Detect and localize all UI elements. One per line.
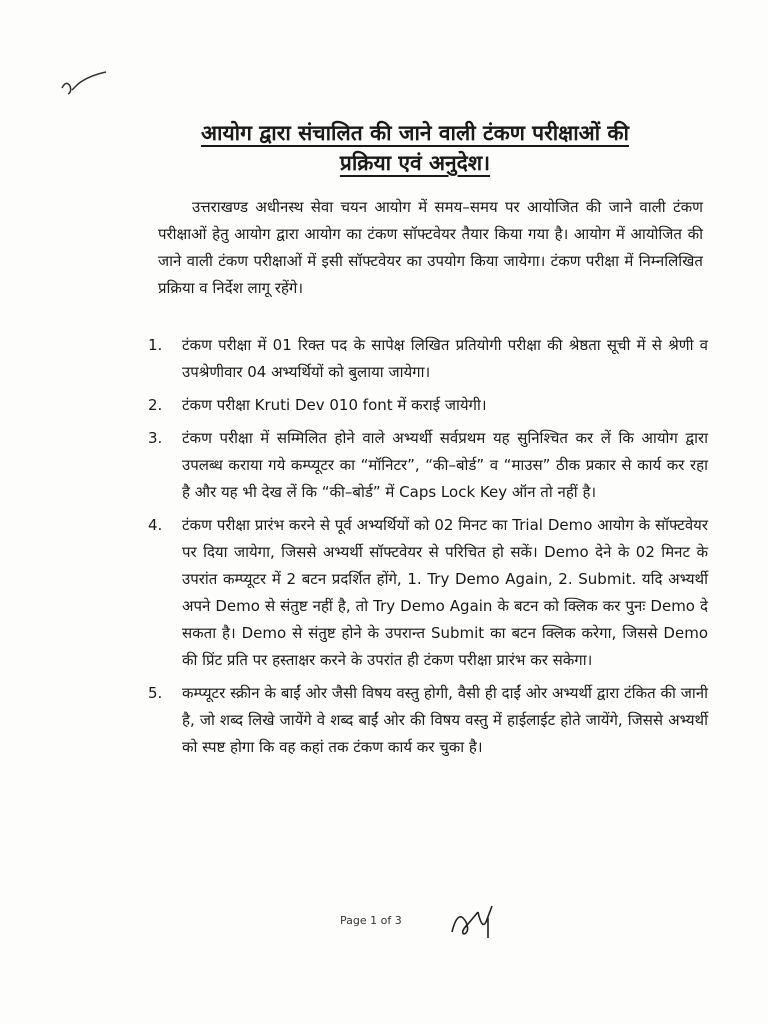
list-item bbox=[148, 512, 708, 674]
list-item bbox=[148, 425, 708, 506]
list-item-number: 4. bbox=[148, 516, 163, 534]
list-item-number: 1. bbox=[148, 336, 163, 354]
list-item-text: टंकण परीक्षा में 01 रिक्त पद के सापेक्ष लिखित प्रतियोगी परीक्षा की श्रेष्ठता सूची में से श्रेणी व उपश्रेणीवार 04 अभ्यर्थियों को बुलाया जायेगा। bbox=[182, 336, 708, 381]
title-line-1: आयोग द्वारा संचालित की जाने वाली टंकण परीक्षाओं की bbox=[201, 121, 629, 145]
list-item-text: कम्प्यूटर स्क्रीन के बाईं ओर जैसी विषय वस्तु होगी, वैसी ही दाईं ओर अभ्यर्थी द्वारा टंकित की जानी है, जो शब्द लिखे जायेंगे वे शब्द बाईं ओर की विषय वस्तु में हाईलाईट होते जायेंगे, जिससे अभ्यर्थी को स्पष्ट होगा कि वह कहां तक टंकण कार्य कर चुका है। bbox=[182, 684, 708, 756]
document-title bbox=[150, 118, 680, 178]
signature-icon bbox=[448, 902, 498, 942]
list-item bbox=[148, 680, 708, 761]
list-item-text: टंकण परीक्षा Kruti Dev 010 font में कराई जायेगी। bbox=[182, 396, 487, 414]
handwritten-mark-icon bbox=[58, 70, 110, 100]
list-item-number: 3. bbox=[148, 429, 163, 447]
instruction-list bbox=[148, 332, 708, 767]
list-item bbox=[148, 332, 708, 386]
list-item-text: टंकण परीक्षा में सम्मिलित होने वाले अभ्यर्थी सर्वप्रथम यह सुनिश्चित कर लें कि आयोग द्वारा उपलब्ध कराया गये कम्प्यूटर का “मॉनिटर”, “की–बोर्ड” व “माउस” ठीक प्रकार से कार्य कर रहा है और यह भी देख लें कि “की–बोर्ड” में Caps Lock Key ऑन तो नहीं है। bbox=[182, 429, 708, 501]
list-item-text: टंकण परीक्षा प्रारंभ करने से पूर्व अभ्यर्थियों को 02 मिनट का Trial Demo आयोग के सॉफ्टवेयर पर दिया जायेगा, जिससे अभ्यर्थी सॉफ्टवेयर से परिचित हो सकें। Demo देने के 02 मिनट के उपरांत कम्प्यूटर में 2 बटन प्रदर्शित होंगे, 1. Try Demo Again, 2. Submit. यदि अभ्यर्थी अपने Demo से संतुष्ट नहीं है, तो Try Demo Again के बटन को क्लिक कर पुनः Demo दे सकता है। Demo से संतुष्ट होने के उपरान्त Submit का बटन क्लिक करेगा, जिससे Demo की प्रिंट प्रति पर हस्ताक्षर करने के उपरांत ही टंकण परीक्षा प्रारंभ कर सकेगा। bbox=[182, 516, 708, 669]
intro-paragraph: उत्तराखण्ड अधीनस्थ सेवा चयन आयोग में समय–समय पर आयोजित की जाने वाली टंकण परीक्षाओं हेतु आयोग द्वारा आयोग का टंकण सॉफ्टवेयर तैयार किया गया है। आयोग में आयोजित की जाने वाली टंकण परीक्षाओं में इसी सॉफ्टवेयर का उपयोग किया जायेगा। टंकण परीक्षा में निम्नलिखित प्रक्रिया व निर्देश लागू रहेंगे। bbox=[158, 198, 703, 297]
title-line-2: प्रक्रिया एवं अनुदेश। bbox=[339, 151, 491, 175]
list-item-number: 2. bbox=[148, 396, 163, 414]
page-number: Page 1 of 3 bbox=[340, 914, 402, 927]
list-item bbox=[148, 392, 708, 419]
list-item-number: 5. bbox=[148, 684, 163, 702]
